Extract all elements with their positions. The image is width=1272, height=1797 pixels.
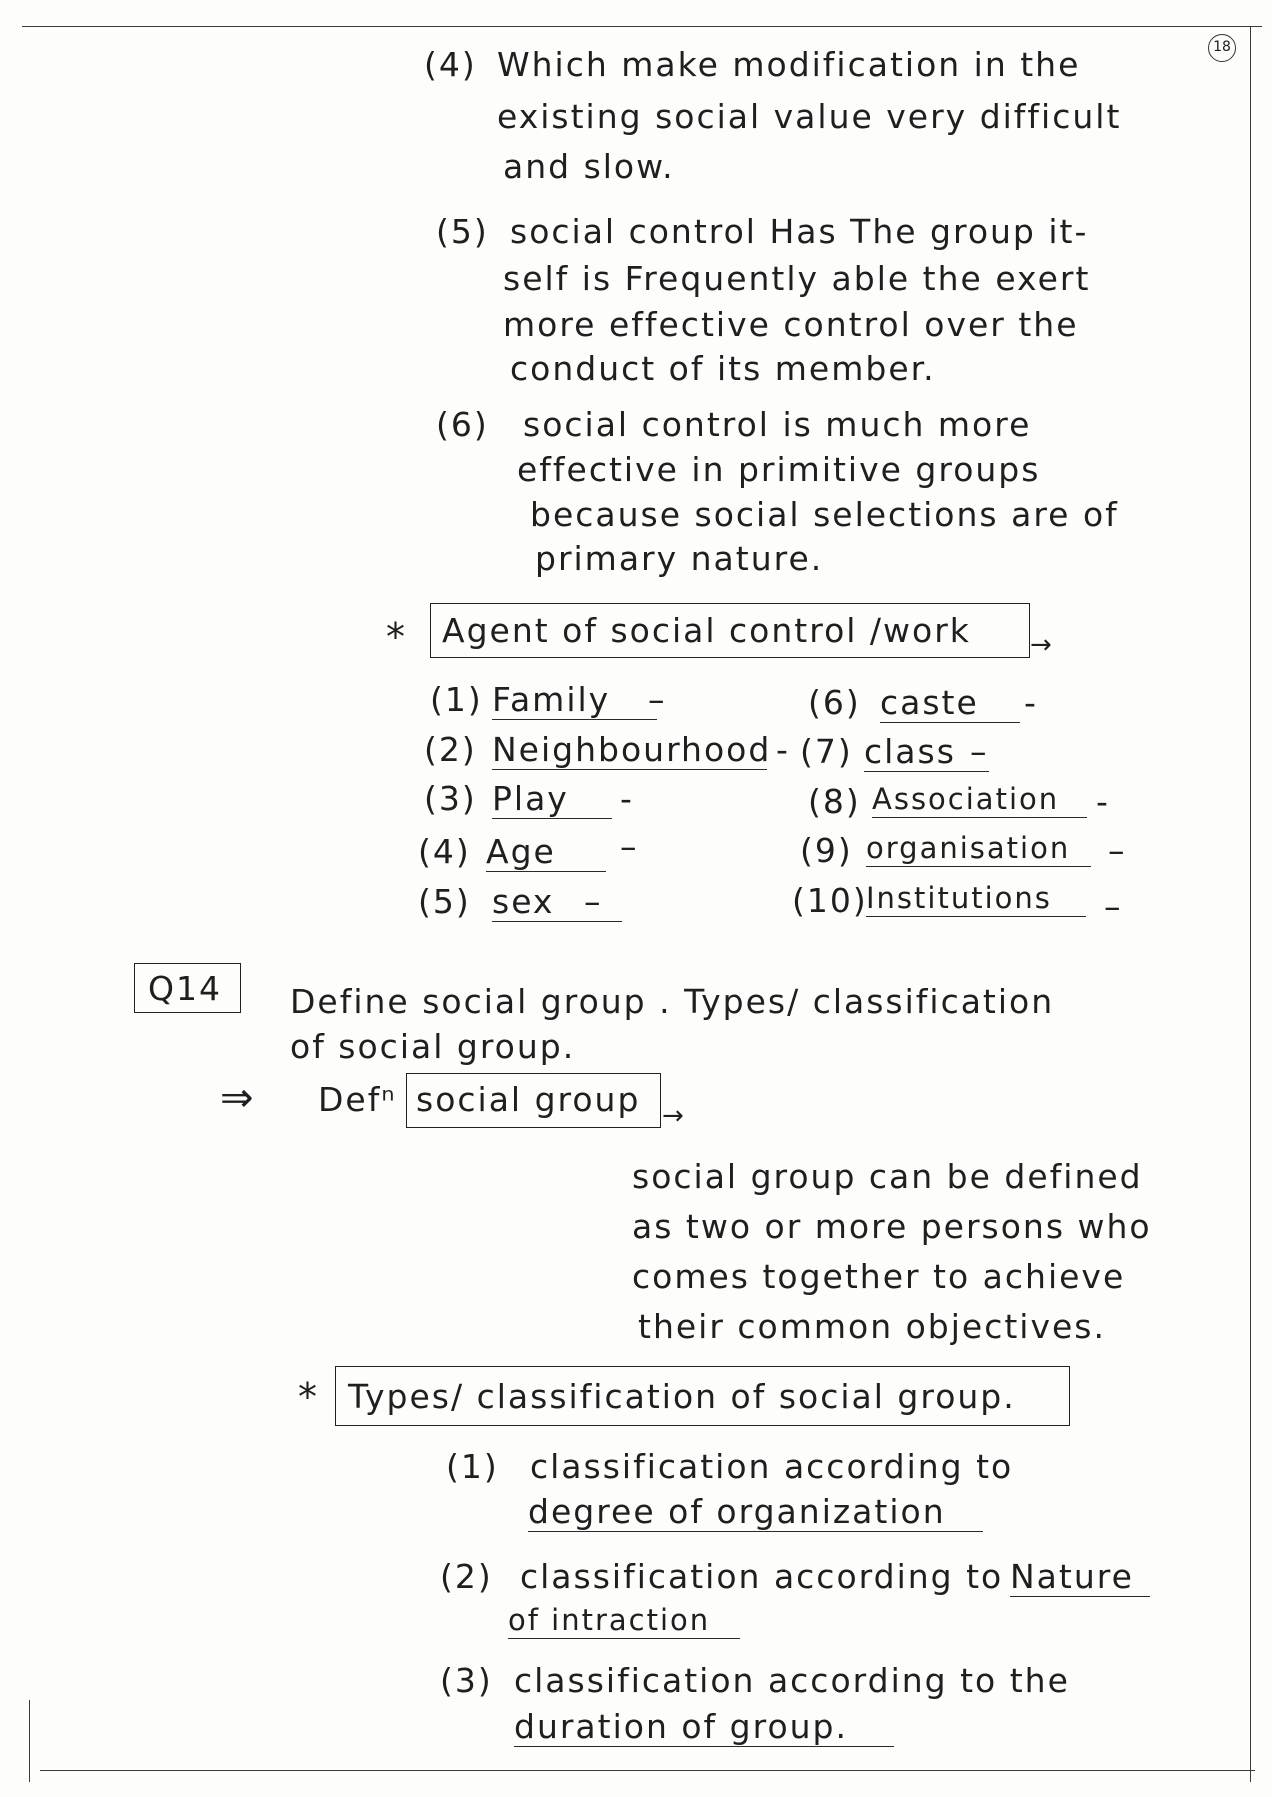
type-2-number: (2): [440, 1557, 493, 1596]
type-2-prefix: classification according to: [520, 1557, 1004, 1596]
item-6-number: (6): [436, 405, 489, 444]
agent-8-number: (8): [808, 782, 861, 821]
agent-2-dash: -: [776, 730, 790, 769]
agent-7-label: class: [864, 735, 989, 772]
item-5-line-3: more effective control over the: [503, 305, 1079, 344]
question-line-2: of social group.: [290, 1027, 576, 1066]
definition-line-2: as two or more persons who: [632, 1207, 1152, 1246]
item-5-number: (5): [436, 212, 489, 251]
definition-term: social group: [416, 1080, 641, 1119]
item-4-line-2: existing social value very difficult: [497, 97, 1122, 136]
definition-line-1: social group can be defined: [632, 1157, 1143, 1196]
type-3-underlined: duration of group.: [514, 1710, 894, 1747]
types-heading: Types/ classification of social group.: [348, 1377, 1016, 1416]
item-4-number: (4): [424, 45, 477, 84]
agent-10-label: Institutions: [866, 884, 1086, 917]
question-label: Q14: [148, 969, 222, 1008]
agent-6-label: caste: [880, 686, 1020, 723]
definition-arrow: →: [662, 1101, 684, 1131]
bottom-margin-line: [40, 1770, 1255, 1771]
types-asterisk: *: [298, 1375, 319, 1419]
agent-10-dash: –: [1104, 887, 1123, 926]
implies-arrow: ⇒: [220, 1075, 256, 1121]
agent-3-label: Play: [492, 782, 612, 819]
agent-6-dash: -: [1024, 683, 1038, 722]
agent-2-number: (2): [424, 730, 477, 769]
definition-line-4: their common objectives.: [638, 1307, 1106, 1346]
top-margin-line: [22, 26, 1262, 27]
page-number: 18: [1208, 34, 1236, 62]
agents-arrow: →: [1030, 630, 1052, 660]
type-3-prefix: classification according to the: [514, 1661, 1070, 1700]
definition-prefix: Defⁿ: [318, 1080, 397, 1119]
item-6-line-2: effective in primitive groups: [517, 450, 1041, 489]
agent-8-label: Association: [872, 785, 1087, 818]
agent-9-label: organisation: [866, 834, 1091, 867]
type-1-underlined: degree of organization: [528, 1495, 983, 1532]
question-line-1: Define social group . Types/ classification: [290, 982, 1055, 1021]
agent-8-dash: -: [1096, 782, 1110, 821]
agent-4-dash: –: [620, 827, 639, 866]
agent-9-number: (9): [800, 831, 853, 870]
item-6-line-3: because social selections are of: [530, 495, 1119, 534]
agent-6-number: (6): [808, 683, 861, 722]
agent-2-label: Neighbourhood: [492, 730, 772, 769]
agent-3-number: (3): [424, 779, 477, 818]
item-5-line-1: social control Has The group it-: [510, 212, 1089, 251]
type-1-number: (1): [446, 1447, 499, 1486]
agent-5-number: (5): [418, 882, 471, 921]
item-5-line-2: self is Frequently able the exert: [503, 259, 1091, 298]
agent-4-number: (4): [418, 832, 471, 871]
agent-7-number: (7): [800, 732, 853, 771]
right-margin-line: [1250, 26, 1251, 1782]
definition-line-3: comes together to achieve: [632, 1257, 1126, 1296]
agent-5-dash: –: [584, 882, 603, 921]
agent-3-dash: -: [620, 779, 634, 818]
agent-10-number: (10): [792, 881, 868, 920]
agents-heading: Agent of social control /work: [442, 611, 971, 650]
type-1-prefix: classification according to: [530, 1447, 1014, 1486]
agent-4-label: Age: [486, 835, 606, 872]
item-4-line-1: Which make modification in the: [497, 45, 1081, 84]
item-6-line-4: primary nature.: [535, 539, 824, 578]
left-margin-line: [29, 1700, 30, 1782]
item-5-line-4: conduct of its member.: [510, 349, 936, 388]
agent-1-label: Family: [492, 683, 657, 720]
agent-5-label: sex: [492, 885, 622, 922]
agent-1-dash: –: [648, 680, 667, 719]
agent-1-number: (1): [430, 680, 483, 719]
type-3-number: (3): [440, 1661, 493, 1700]
item-4-line-3: and slow.: [503, 147, 675, 186]
type-2-underlined-inline: Nature: [1010, 1560, 1150, 1597]
type-2-underlined: of intraction: [508, 1606, 740, 1639]
agents-asterisk: *: [386, 615, 407, 659]
agent-7-dash: –: [970, 732, 989, 771]
item-6-line-1: social control is much more: [523, 405, 1032, 444]
agent-9-dash: –: [1108, 831, 1127, 870]
